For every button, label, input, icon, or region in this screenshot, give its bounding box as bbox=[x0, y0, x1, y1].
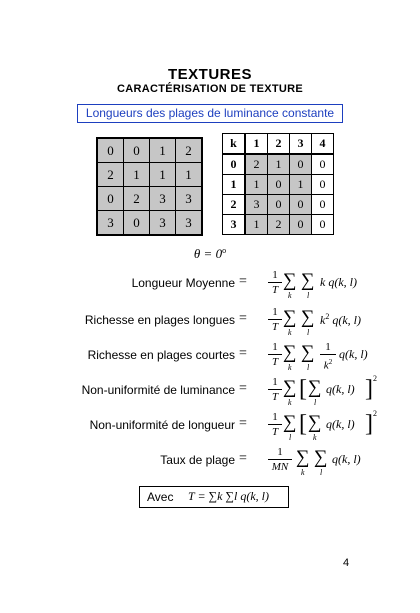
matrix-cell: 3 bbox=[176, 211, 203, 236]
page-number: 4 bbox=[343, 557, 350, 569]
fraction bbox=[268, 376, 282, 403]
definition-label: Avec bbox=[147, 490, 174, 504]
run-length-row bbox=[223, 175, 334, 195]
equals-sign: = bbox=[239, 274, 247, 289]
page-subtitle: CARACTÉRISATION DE TEXTURE bbox=[116, 83, 304, 95]
denominator: T bbox=[271, 284, 279, 296]
fraction bbox=[268, 341, 282, 368]
equals-sign: = bbox=[239, 416, 247, 431]
run-length-row bbox=[223, 195, 334, 215]
run-length-header: 4 bbox=[312, 134, 334, 155]
sum-symbol: ∑ bbox=[301, 342, 315, 363]
sum-symbol: ∑ bbox=[301, 307, 315, 328]
numerator: 1 bbox=[272, 306, 278, 318]
matrix-cell: 1 bbox=[150, 163, 176, 187]
matrix-cell: 3 bbox=[150, 187, 176, 211]
formula-label: Richesse en plages courtes bbox=[87, 348, 235, 362]
page-title: TEXTURES bbox=[167, 66, 252, 83]
numerator: 1 bbox=[272, 341, 278, 353]
run-length-cell: 2 bbox=[245, 154, 268, 175]
formula-term: q(k, l) bbox=[326, 417, 355, 431]
formula-row-non-uniformite-luminance bbox=[0, 376, 420, 406]
fraction bbox=[320, 341, 336, 372]
matrix-cell: 0 bbox=[97, 187, 124, 211]
right-bracket: ] bbox=[365, 411, 373, 437]
square-exponent: 2 bbox=[373, 409, 377, 418]
formula-term bbox=[320, 312, 361, 328]
section-title-box: Longueurs des plages de luminance constante bbox=[77, 104, 343, 123]
sum-symbol: ∑ bbox=[308, 412, 322, 433]
formula-row-longueur-moyenne bbox=[0, 269, 420, 299]
formula-expression bbox=[268, 341, 408, 371]
sum-index: l bbox=[314, 398, 317, 407]
run-length-cell: 0 bbox=[312, 195, 334, 215]
matrix-cell: 0 bbox=[124, 211, 150, 236]
matrix-cell: 2 bbox=[176, 138, 203, 163]
run-length-cell: 0 bbox=[312, 175, 334, 195]
matrix-cell: 0 bbox=[97, 138, 124, 163]
sum-index: k bbox=[301, 468, 305, 477]
formula-row-richesse-longues bbox=[0, 306, 420, 336]
formula-term: q(k, l) bbox=[332, 452, 361, 466]
run-length-cell: 3 bbox=[245, 195, 268, 215]
matrix-cell: 1 bbox=[124, 163, 150, 187]
run-length-header: 3 bbox=[290, 134, 312, 155]
formula-expression bbox=[268, 306, 408, 336]
denominator: T bbox=[271, 356, 279, 368]
matrix-cell: 3 bbox=[97, 211, 124, 236]
run-length-header: 1 bbox=[245, 134, 268, 155]
formula-term: q(k, l) bbox=[326, 382, 355, 396]
sum-index: k bbox=[288, 398, 292, 407]
left-bracket: [ bbox=[299, 411, 307, 437]
formula-expression bbox=[268, 446, 408, 476]
numerator: 1 bbox=[325, 341, 331, 353]
numerator: 1 bbox=[272, 411, 278, 423]
matrix-row bbox=[97, 163, 202, 187]
matrix-cell: 0 bbox=[124, 138, 150, 163]
matrix-row bbox=[97, 211, 202, 236]
numerator: 1 bbox=[272, 376, 278, 388]
sum-index: k bbox=[288, 291, 292, 300]
denominator-exponent: 2 bbox=[328, 358, 333, 366]
fraction bbox=[268, 411, 282, 438]
run-length-cell: 0 bbox=[268, 195, 290, 215]
formula-expression bbox=[268, 376, 408, 406]
definition-formula: T = ∑k ∑l q(k, l) bbox=[188, 489, 269, 503]
run-length-cell: 0 bbox=[290, 195, 312, 215]
run-length-header-row bbox=[223, 134, 334, 155]
run-length-row bbox=[223, 215, 334, 235]
sum-index: k bbox=[288, 328, 292, 337]
run-length-row bbox=[223, 154, 334, 175]
sum-index: l bbox=[307, 291, 310, 300]
formula-row-taux-plage bbox=[0, 446, 420, 476]
sum-symbol: ∑ bbox=[283, 270, 297, 291]
term-rest: q(k, l) bbox=[329, 313, 361, 327]
sum-index: l bbox=[307, 363, 310, 372]
formula-label: Taux de plage bbox=[160, 453, 235, 467]
denominator-base: k bbox=[323, 359, 329, 372]
run-length-cell: 0 bbox=[312, 215, 334, 235]
run-length-cell: 0 bbox=[268, 175, 290, 195]
image-matrix bbox=[96, 137, 203, 236]
sum-index: k bbox=[313, 433, 317, 442]
denominator bbox=[320, 356, 336, 372]
numerator: 1 bbox=[272, 269, 278, 281]
run-length-cell: 1 bbox=[268, 154, 290, 175]
angle-degree: o bbox=[222, 246, 227, 255]
matrix-row bbox=[97, 187, 202, 211]
left-bracket: [ bbox=[299, 376, 307, 402]
run-length-k-label: 0 bbox=[223, 154, 246, 175]
angle-label bbox=[0, 246, 420, 262]
run-length-cell: 2 bbox=[268, 215, 290, 235]
fraction bbox=[268, 269, 282, 296]
matrix-cell: 1 bbox=[150, 138, 176, 163]
sum-symbol: ∑ bbox=[296, 447, 310, 468]
sum-symbol: ∑ bbox=[314, 447, 328, 468]
run-length-k-label: 1 bbox=[223, 175, 246, 195]
run-length-cell: 0 bbox=[312, 154, 334, 175]
denominator: T bbox=[271, 391, 279, 403]
sum-index: l bbox=[320, 468, 323, 477]
run-length-cell: 1 bbox=[245, 175, 268, 195]
formula-expression bbox=[268, 269, 408, 299]
term-exponent: 2 bbox=[325, 312, 330, 321]
equals-sign: = bbox=[239, 381, 247, 396]
sum-symbol: ∑ bbox=[283, 377, 297, 398]
run-length-corner-label: k bbox=[223, 134, 246, 155]
denominator: T bbox=[271, 426, 279, 438]
sum-symbol: ∑ bbox=[301, 270, 315, 291]
right-bracket: ] bbox=[365, 376, 373, 402]
run-length-table bbox=[222, 133, 334, 235]
equals-sign: = bbox=[239, 346, 247, 361]
formula-label: Richesse en plages longues bbox=[84, 313, 235, 327]
run-length-header: 2 bbox=[268, 134, 290, 155]
term-base: k bbox=[320, 313, 326, 327]
run-length-k-label: 2 bbox=[223, 195, 246, 215]
matrix-row bbox=[97, 138, 202, 163]
equals-sign: = bbox=[239, 451, 247, 466]
run-length-cell: 0 bbox=[290, 215, 312, 235]
sum-index: l bbox=[289, 433, 292, 442]
fraction bbox=[268, 306, 282, 333]
formula-row-richesse-courtes bbox=[0, 341, 420, 371]
formula-label: Non-uniformité de longueur bbox=[89, 418, 235, 432]
matrix-cell: 1 bbox=[176, 163, 203, 187]
matrix-cell: 2 bbox=[97, 163, 124, 187]
matrix-cell: 3 bbox=[176, 187, 203, 211]
definition-box bbox=[139, 486, 289, 508]
square-exponent: 2 bbox=[373, 374, 377, 383]
formula-label: Longueur Moyenne bbox=[131, 276, 235, 290]
matrix-cell: 3 bbox=[150, 211, 176, 236]
sum-symbol: ∑ bbox=[283, 342, 297, 363]
formula-term: q(k, l) bbox=[339, 347, 368, 361]
numerator: 1 bbox=[277, 446, 283, 458]
denominator: T bbox=[271, 321, 279, 333]
formula-term: k q(k, l) bbox=[320, 275, 357, 289]
sum-symbol: ∑ bbox=[283, 307, 297, 328]
denominator: MN bbox=[271, 461, 289, 473]
run-length-k-label: 3 bbox=[223, 215, 246, 235]
sum-symbol: ∑ bbox=[283, 412, 297, 433]
sum-index: l bbox=[307, 328, 310, 337]
run-length-cell: 0 bbox=[290, 154, 312, 175]
angle-text: θ = 0 bbox=[193, 246, 223, 261]
equals-sign: = bbox=[239, 311, 247, 326]
formula-label: Non-uniformité de luminance bbox=[81, 383, 235, 397]
sum-index: k bbox=[288, 363, 292, 372]
matrix-cell: 2 bbox=[124, 187, 150, 211]
fraction bbox=[268, 446, 292, 473]
formula-expression bbox=[268, 411, 408, 441]
sum-symbol: ∑ bbox=[308, 377, 322, 398]
run-length-cell: 1 bbox=[245, 215, 268, 235]
run-length-cell: 1 bbox=[290, 175, 312, 195]
formula-row-non-uniformite-longueur bbox=[0, 411, 420, 441]
